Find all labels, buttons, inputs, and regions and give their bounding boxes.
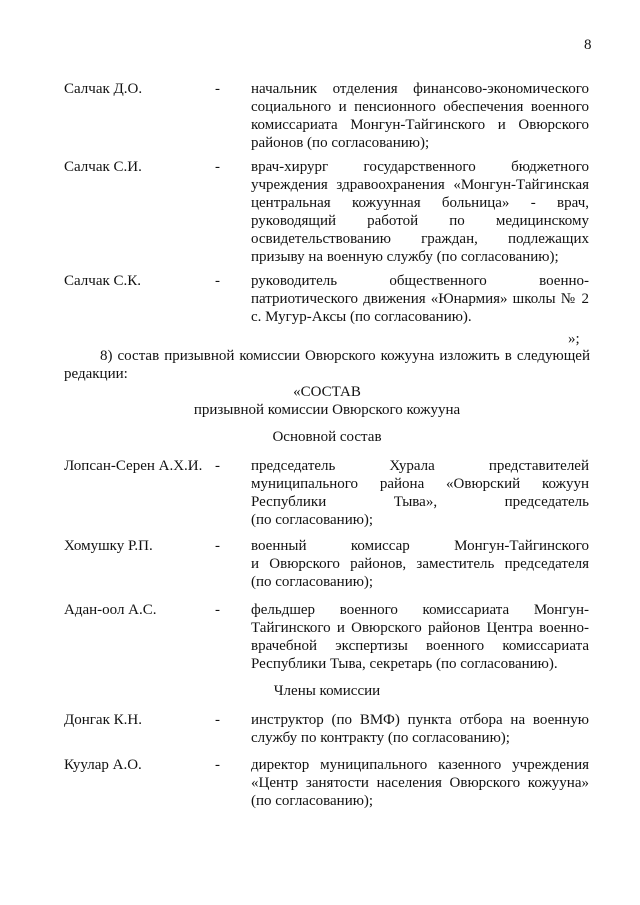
description-line: «Центр занятости населения Овюрского кожууна» [251,775,589,791]
description-line: муниципального района «Овюрский кожуун [251,476,589,492]
description-line: военный комиссар Монгун-Тайгинского [251,538,589,554]
description-line: социального и пенсионного обеспечения военного [251,99,589,115]
description-line: врачебной экспертизы военного комиссариата [251,638,589,654]
member-name: Салчак Д.О. [64,81,143,97]
member-name: Салчак С.И. [64,159,142,175]
description-line: центральная кожуунная больница» - врач, [251,195,589,211]
composition-title: «СОСТАВ [293,384,361,400]
member-name: Хомушку Р.П. [64,538,153,554]
member-name: Лопсан-Серен А.Х.И. [64,458,203,474]
member-description [251,711,589,747]
paragraph-line: редакции: [64,366,128,382]
member-name: Адан-оол А.С. [64,602,157,618]
description-line: (по согласованию); [251,574,374,590]
description-line: начальник отделения финансово-экономического [251,81,589,97]
entry-dash: - [215,712,220,728]
description-line: Республики Тыва, секретарь (по согласованию). [251,656,558,672]
paragraph-line: 8) состав призывной комиссии Овюрского кожууна изложить в следующей [100,348,590,364]
amendment-paragraph [64,347,590,383]
entry-dash: - [215,159,220,175]
member-name: Донгак К.Н. [64,712,142,728]
members-heading: Члены комиссии [273,683,381,699]
entry-dash: - [215,602,220,618]
description-line: службу по контракту (по согласованию); [251,730,510,746]
member-description [251,457,589,529]
description-line: директор муниципального казенного учреждения [251,757,589,773]
composition-subtitle: призывной комиссии Овюрского кожууна [193,402,461,418]
description-line: с. Мугур-Аксы (по согласованию). [251,309,472,325]
description-line: (по согласованию); [251,793,374,809]
description-line: Тайгинского и Овюрского районов Центра военно- [251,620,589,636]
description-line: и Овюрского районов, заместитель председателя [251,556,589,572]
entry-dash: - [215,538,220,554]
description-line: призыву на военную службу (по согласованию); [251,249,559,265]
member-description [251,756,589,810]
member-description [251,601,589,673]
description-line: районов (по согласованию); [251,135,430,151]
description-line: врач-хирург государственного бюджетного [251,159,589,175]
description-line: руководитель общественного военно- [251,273,589,289]
entry-dash: - [215,81,220,97]
main-composition-heading: Основной состав [272,429,382,445]
member-description [251,537,589,591]
page-number: 8 [584,37,592,53]
description-line: (по согласованию); [251,512,374,528]
entry-dash: - [215,757,220,773]
description-line: Республики Тыва», председатель [251,494,589,510]
description-line: инструктор (по ВМФ) пункта отбора на военную [251,712,589,728]
description-line: комиссариата Монгун-Тайгинского и Овюрского [251,117,589,133]
member-description [251,272,589,326]
description-line: патриотического движения «Юнармия» школы № 2 [251,291,589,307]
member-description [251,80,589,152]
description-line: учреждения здравоохранения «Монгун-Тайгинская [251,177,589,193]
description-line: руководящий работой по медицинскому [251,213,589,229]
entry-dash: - [215,273,220,289]
description-line: фельдшер военного комиссариата Монгун- [251,602,589,618]
entry-dash: - [215,458,220,474]
description-line: освидетельствованию граждан, подлежащих [251,231,589,247]
member-description [251,158,589,266]
member-name: Салчак С.К. [64,273,142,289]
member-name: Куулар А.О. [64,757,142,773]
description-line: председатель Хурала представителей [251,458,589,474]
closing-quote: »; [568,331,580,347]
